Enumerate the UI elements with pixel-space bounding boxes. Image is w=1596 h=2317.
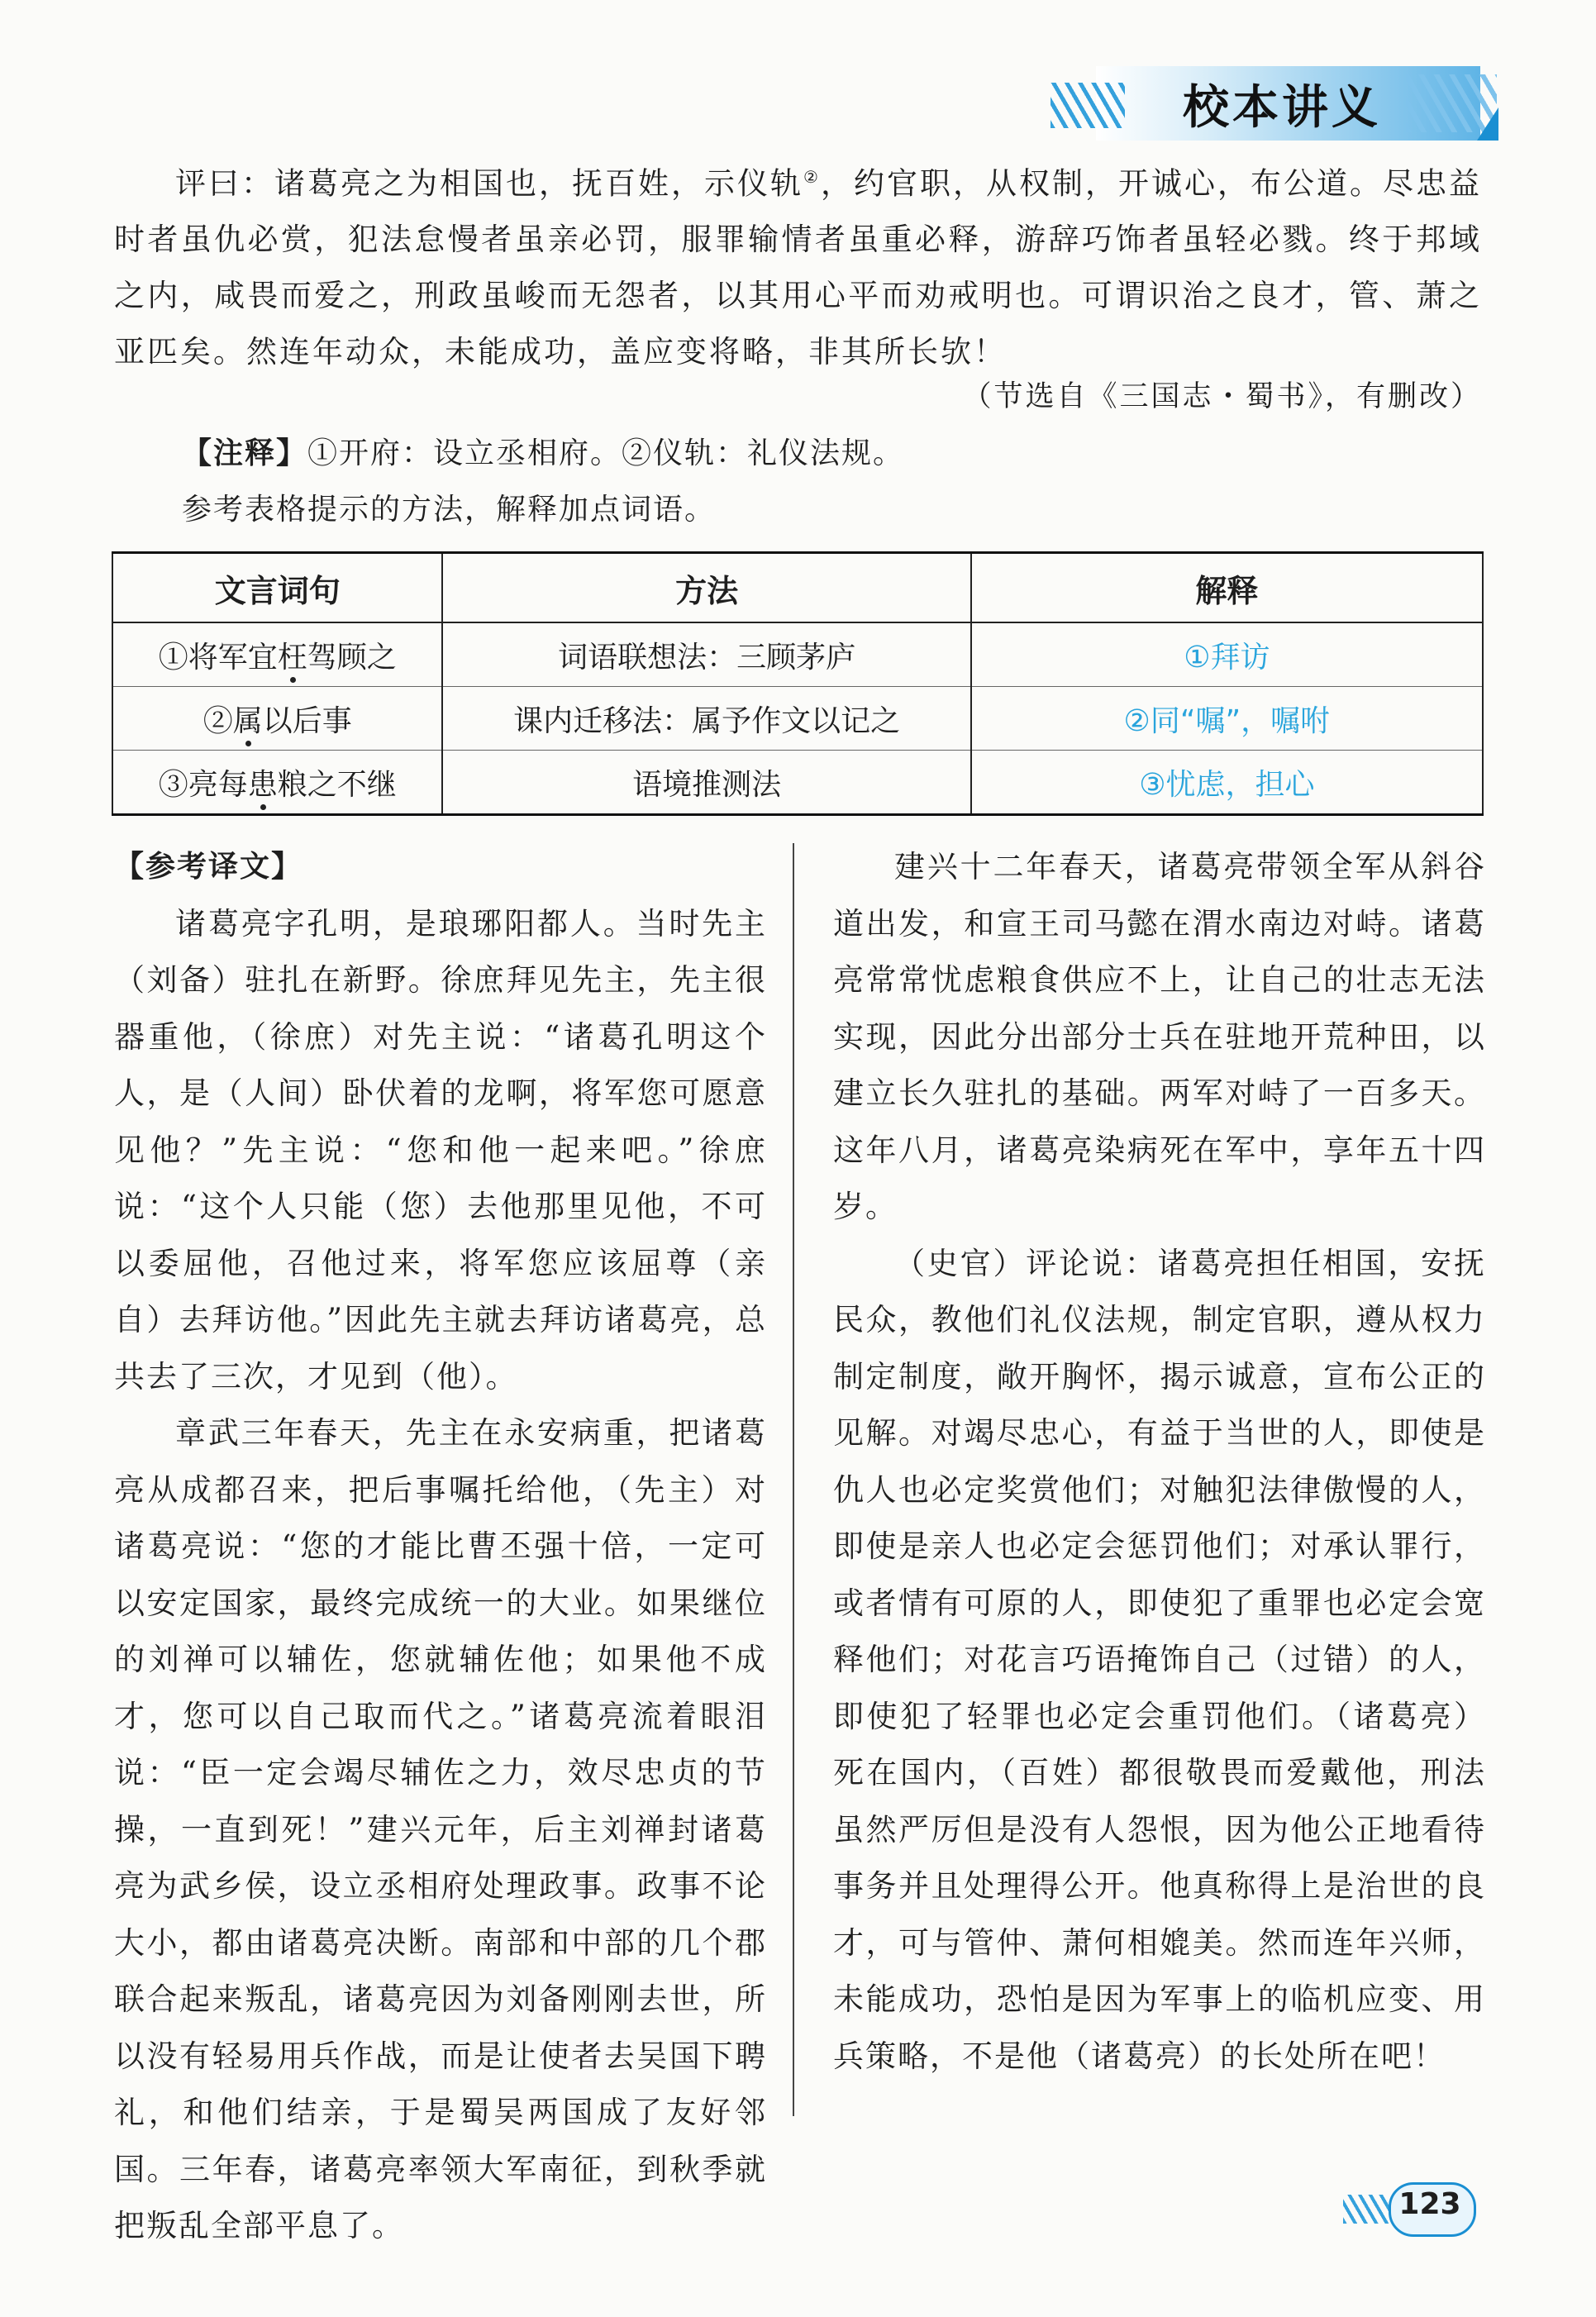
commentary-text-start: 评曰：诸葛亮之为相国也，抚百姓，示仪轨: [175, 165, 804, 202]
header-triangle-decoration: [1477, 107, 1498, 141]
column-divider: [793, 843, 794, 2116]
header-method: 方法: [442, 553, 970, 623]
commentary-paragraph: [114, 149, 1482, 380]
translation-heading: 【参考译文】: [114, 850, 303, 884]
footnote-mark: ②: [803, 167, 821, 187]
table-row: [112, 622, 1483, 687]
table-header-row: [112, 553, 1483, 623]
translation-paragraph: 诸葛亮字孔明，是琅琊阳都人。当时先主（刘备）驻扎在新野。徐庶拜见先主，先主很器重他，（徐庶）对先主说：“诸葛孔明这个人，是（人间）卧伏着的龙啊，将军您可愿意见他？”先主说：“您和他一起来吧。”徐庶说：“这个人只能（您）去他那里见他，不可以委屈他，召他过来，将军您应该屈尊（亲自）去拜访他。”因此先主就去拜访诸葛亮，总共去了三次，才见到（他）。: [114, 905, 767, 1394]
translation-left-column: [114, 839, 767, 2255]
table-row: [112, 687, 1483, 751]
exercise-prompt: 参考表格提示的方法，解释加点词语。: [182, 493, 717, 527]
answer-cell: ③忧虑，担心: [971, 751, 1483, 815]
page-number-stripes: [1343, 2195, 1389, 2224]
commentary-text-rest: ，约官职，从权制，开诚心，布公道。尽忠益时者虽仇必赏，犯法怠慢者虽亲必罚，服罪输情者虽重必释，游辞巧饰者虽轻必戮。终于邦域之内，咸畏而爱之，刑政虽峻而无怨者，以其用心平而劝戒明也。可谓识治之良才，管、萧之亚匹矣。然连年动众，未能成功，盖应变将略，非其所长欤！: [114, 165, 1482, 370]
translation-paragraph: 建兴十二年春天，诸葛亮带领全军从斜谷道出发，和宣王司马懿在渭水南边对峙。诸葛亮常常忧虑粮食供应不上，让自己的壮志无法实现，因此分出部分士兵在驻地开荒种田，以建立长久驻扎的基础。两军对峙了一百多天。这年八月，诸葛亮染病死在军中，享年五十四岁。: [833, 849, 1486, 1224]
annotation-text: ①开府：设立丞相府。②仪轨：礼仪法规。: [307, 436, 905, 470]
dotted-word: 枉: [277, 640, 307, 675]
vocabulary-table: [112, 551, 1484, 816]
source-citation: （节选自《三国志・蜀书》，有删改）: [962, 380, 1482, 413]
annotation-note: [182, 430, 904, 472]
dotted-word: 属: [232, 703, 263, 738]
dotted-word: 患: [247, 767, 278, 802]
translation-right-column: [833, 839, 1486, 2085]
phrase-cell: ②属以后事: [112, 687, 442, 751]
annotation-label: 【注释】: [182, 436, 308, 470]
header-title: 校本讲义: [1183, 81, 1381, 135]
method-cell: 课内迁移法：属予作文以记之: [442, 687, 970, 751]
header-stripes-left: [1051, 83, 1125, 128]
header-phrase: 文言词句: [112, 553, 442, 623]
answer-cell: ②同“嘱”，嘱咐: [971, 687, 1483, 751]
translation-paragraph: （史官）评论说：诸葛亮担任相国，安抚民众，教他们礼仪法规，制定官职，遵从权力制定制度，敞开胸怀，揭示诚意，宣布公正的见解。对竭尽忠心，有益于当世的人，即使是仇人也必定奖赏他们；对触犯法律傲慢的人，即使是亲人也必定会惩罚他们；对承认罪行，或者情有可原的人，即使犯了重罪也必定会宽释他们；对花言巧语掩饰自己（过错）的人，即使犯了轻罪也必定会重罚他们。（诸葛亮）死在国内，（百姓）都很敬畏而爱戴他，刑法虽然严厉但是没有人怨恨，因为他公正地看待事务并且处理得公开。他真称得上是治世的良才，可与管仲、萧何相媲美。然而连年兴师，未能成功，恐怕是因为军事上的临机应变、用兵策略，不是他（诸葛亮）的长处所在吧！: [833, 1245, 1486, 2074]
phrase-cell: ③亮每患粮之不继: [112, 751, 442, 815]
translation-paragraph: 章武三年春天，先主在永安病重，把诸葛亮从成都召来，把后事嘱托给他，（先主）对诸葛亮说：“您的才能比曹丕强十倍，一定可以安定国家，最终完成统一的大业。如果继位的刘禅可以辅佐，您就辅佐他；如果他不成才，您可以自己取而代之。”诸葛亮流着眼泪说：“臣一定会竭尽辅佐之力，效尽忠贞的节操，一直到死！”建兴元年，后主刘禅封诸葛亮为武乡侯，设立丞相府处理政事。政事不论大小，都由诸葛亮决断。南部和中部的几个郡联合起来叛乱，诸葛亮因为刘备刚刚去世，所以没有轻易用兵作战，而是让使者去吴国下聘礼，和他们结亲，于是蜀吴两国成了友好邻国。三年春，诸葛亮率领大军南征，到秋季就把叛乱全部平息了。: [114, 1415, 767, 2243]
table-row: [112, 751, 1483, 815]
header-banner: [1017, 66, 1596, 141]
header-explanation: 解释: [971, 553, 1483, 623]
page-number: 123: [1398, 2187, 1461, 2221]
method-cell: 词语联想法：三顾茅庐: [442, 622, 970, 687]
phrase-cell: ①将军宜枉驾顾之: [112, 622, 442, 687]
answer-cell: ①拜访: [971, 622, 1483, 687]
method-cell: 语境推测法: [442, 751, 970, 815]
